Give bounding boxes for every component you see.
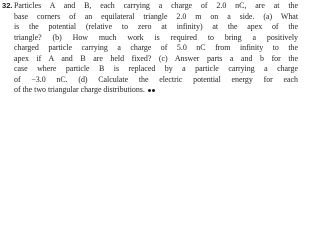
two-dot-difficulty-icon [148,85,156,96]
problem-text [2,1,298,96]
problem-line-9-text: of the two triangular charge distributions. [14,85,145,95]
problem-line-5: charged particle carrying a charge of 5.0 nC from infinity to the [14,43,298,53]
problem-line-4: triangle? (b) How much work is required to bring a positively [14,32,298,42]
problem-line-8: of −3.0 nC. (d) Calculate the electric potential energy for each [14,74,298,84]
problem-line-9 [2,85,298,96]
problem-line-3: is the potential (relative to zero at infinity) at the apex of the [14,22,298,32]
problem-number: 32. [2,1,13,10]
problem-line-7: case where particle B is replaced by a particle carrying a charge [14,64,298,74]
problem-line-1: Particles A and B, each carrying a charge of 2.0 nC, are at the [14,1,298,10]
problem-line-2: base corners of an equilateral triangle 2.0 m on a side. (a) What [14,11,298,21]
problem-line-6: apex if A and B are held fixed? (c) Answer parts a and b for the [14,53,298,63]
